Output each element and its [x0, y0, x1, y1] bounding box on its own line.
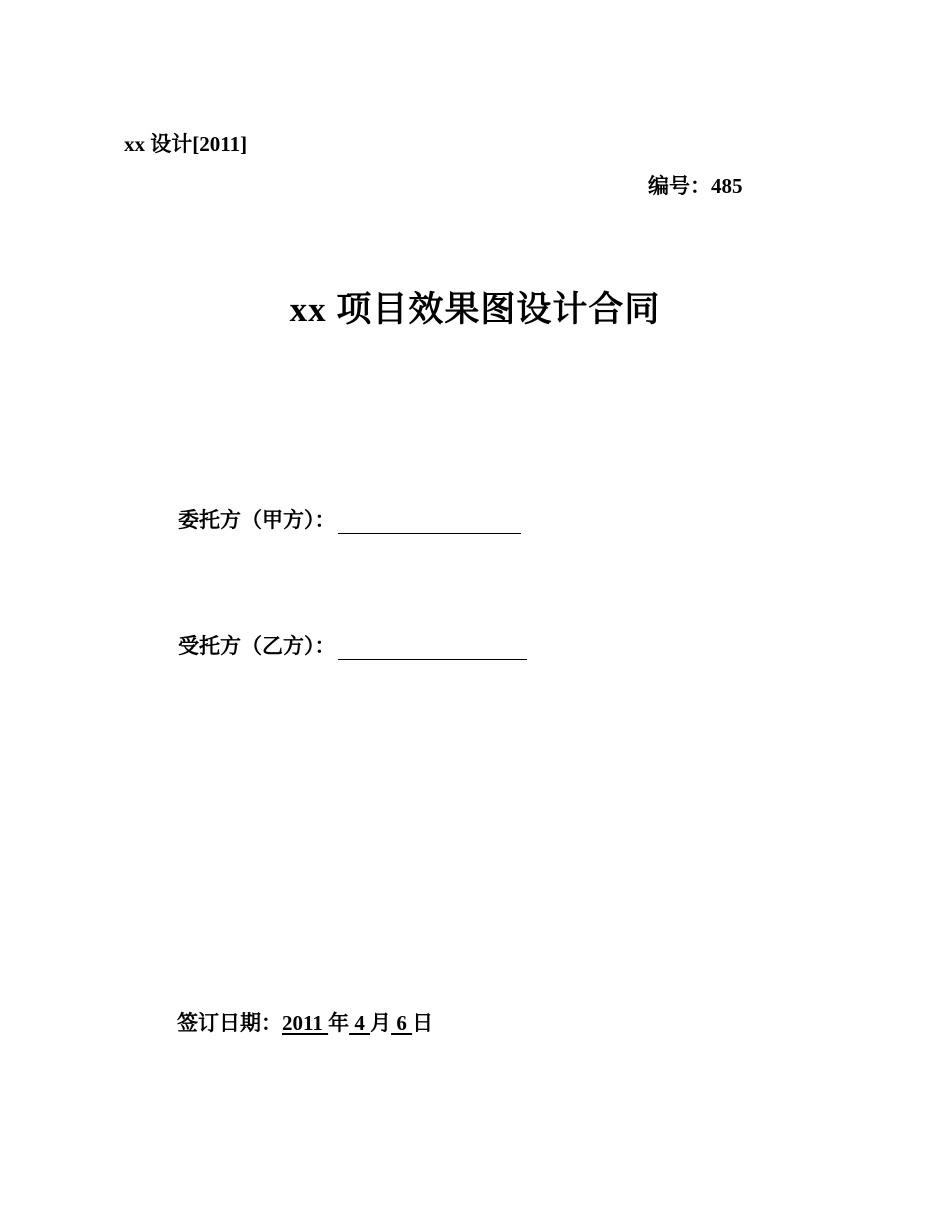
signing-date-label: 签订日期：: [177, 1011, 282, 1035]
contract-title: xx 项目效果图设计合同: [289, 290, 661, 329]
party-a-label: 委托方（甲方）：: [178, 508, 336, 532]
document-number: [648, 170, 743, 200]
signing-date-year: 2011: [282, 1011, 329, 1035]
document-number-label: 编号：: [648, 174, 711, 198]
signing-date-month: 4: [349, 1011, 371, 1035]
document-reference-code: xx 设计[2011]: [124, 132, 248, 156]
signing-date-year-unit: 年: [328, 1011, 350, 1035]
party-b-blank-field: [338, 637, 527, 660]
party-b-label: 受托方（乙方）：: [178, 634, 336, 658]
party-a-blank-field: [338, 511, 521, 534]
signing-date-month-unit: 月: [370, 1011, 392, 1035]
signing-date-day: 6: [391, 1011, 413, 1035]
signing-date: [177, 1007, 433, 1037]
signing-date-day-unit: 日: [412, 1011, 434, 1035]
document-number-value: 485: [711, 174, 743, 198]
party-b-line: [178, 630, 527, 660]
party-a-line: [178, 504, 521, 534]
